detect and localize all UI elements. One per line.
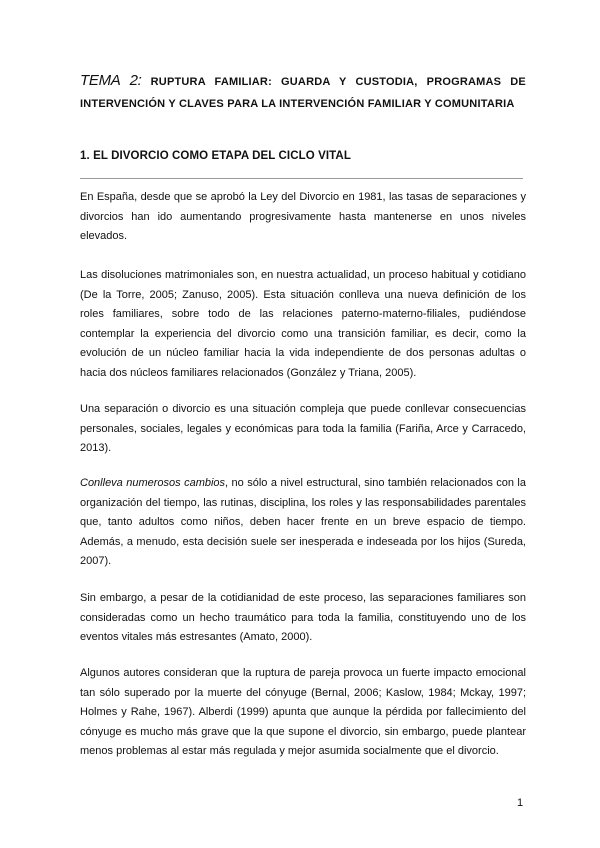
document-title xyxy=(80,70,526,115)
paragraph-3: Una separación o divorcio es una situación compleja que puede conllevar consecuencias personales, sociales, legales y económicas para toda la familia (Fariña, Arce y Carracedo, 2013). xyxy=(80,403,526,454)
paragraph-4 xyxy=(80,474,526,572)
paragraph-5: Sin embargo, a pesar de la cotidianidad de este proceso, las separaciones familiares son consideradas como un hecho traumático para toda la familia, constituyendo uno de los eventos vitales más estresantes (Amato, 2000). xyxy=(80,592,526,643)
tema-colon: : xyxy=(137,72,142,89)
paragraph-6: Algunos autores consideran que la ruptura de pareja provoca un fuerte impacto emocional tan sólo superado por la muerte del cónyuge (Bernal, 2006; Kaslow, 1984; Mckay, 1997; Holmes y Rahe, 1967). Alberdi (1999) apunta que aunque la pérdida por fallecimiento del cónyuge es mucho más grave que la que supone el divorcio, sin embargo, puede plantear menos problemas al estar más regulada y mejor asumida socialmente que el divorcio. xyxy=(80,667,526,757)
paragraph-4-text: , no sólo a nivel estructural, sino también relacionados con la organización del tiempo, las rutinas, disciplina, los roles y las responsabilidades parentales que, tanto adultos como niños, deben hacer frente en un breve espacio de tiempo. Además, a menudo, esta decisión suele ser inesperada e indeseada por los hijos (Sureda, 2007). xyxy=(80,477,526,567)
paragraph-2: Las disoluciones matrimoniales son, en nuestra actualidad, un proceso habitual y cotidiano (De la Torre, 2005; Zanuso, 2005). Esta situación conlleva una nueva definición de los roles familiares, sobre todo de las relaciones paterno-materno-filiales, pudiéndose contemplar la experiencia del divorcio como una transición familiar, es decir, como la evolución de un núcleo familiar hacia la vida independiente de dos personas adultas o hacia dos núcleos familiares relacionados (González y Triana, 2005). xyxy=(80,269,526,379)
section-divider xyxy=(80,178,523,179)
page-number: 1 xyxy=(517,797,524,809)
title-heading-text: RUPTURA FAMILIAR: GUARDA Y CUSTODIA, PROGRAMAS DE INTERVENCIÓN Y CLAVES PARA LA INTERVENCIÓN FAMILIAR Y COMUNITARIA xyxy=(80,76,526,110)
paragraph-1: En España, desde que se aprobó la Ley del Divorcio en 1981, las tasas de separaciones y divorcios han ido aumentando progresivamente hasta mantenerse en unos niveles elevados. xyxy=(80,191,526,242)
paragraph-4-italic-lead: Conlleva numerosos cambios xyxy=(80,477,226,489)
tema-label: TEMA 2 xyxy=(80,72,138,89)
section-heading: 1. EL DIVORCIO COMO ETAPA DEL CICLO VITAL xyxy=(80,150,351,162)
